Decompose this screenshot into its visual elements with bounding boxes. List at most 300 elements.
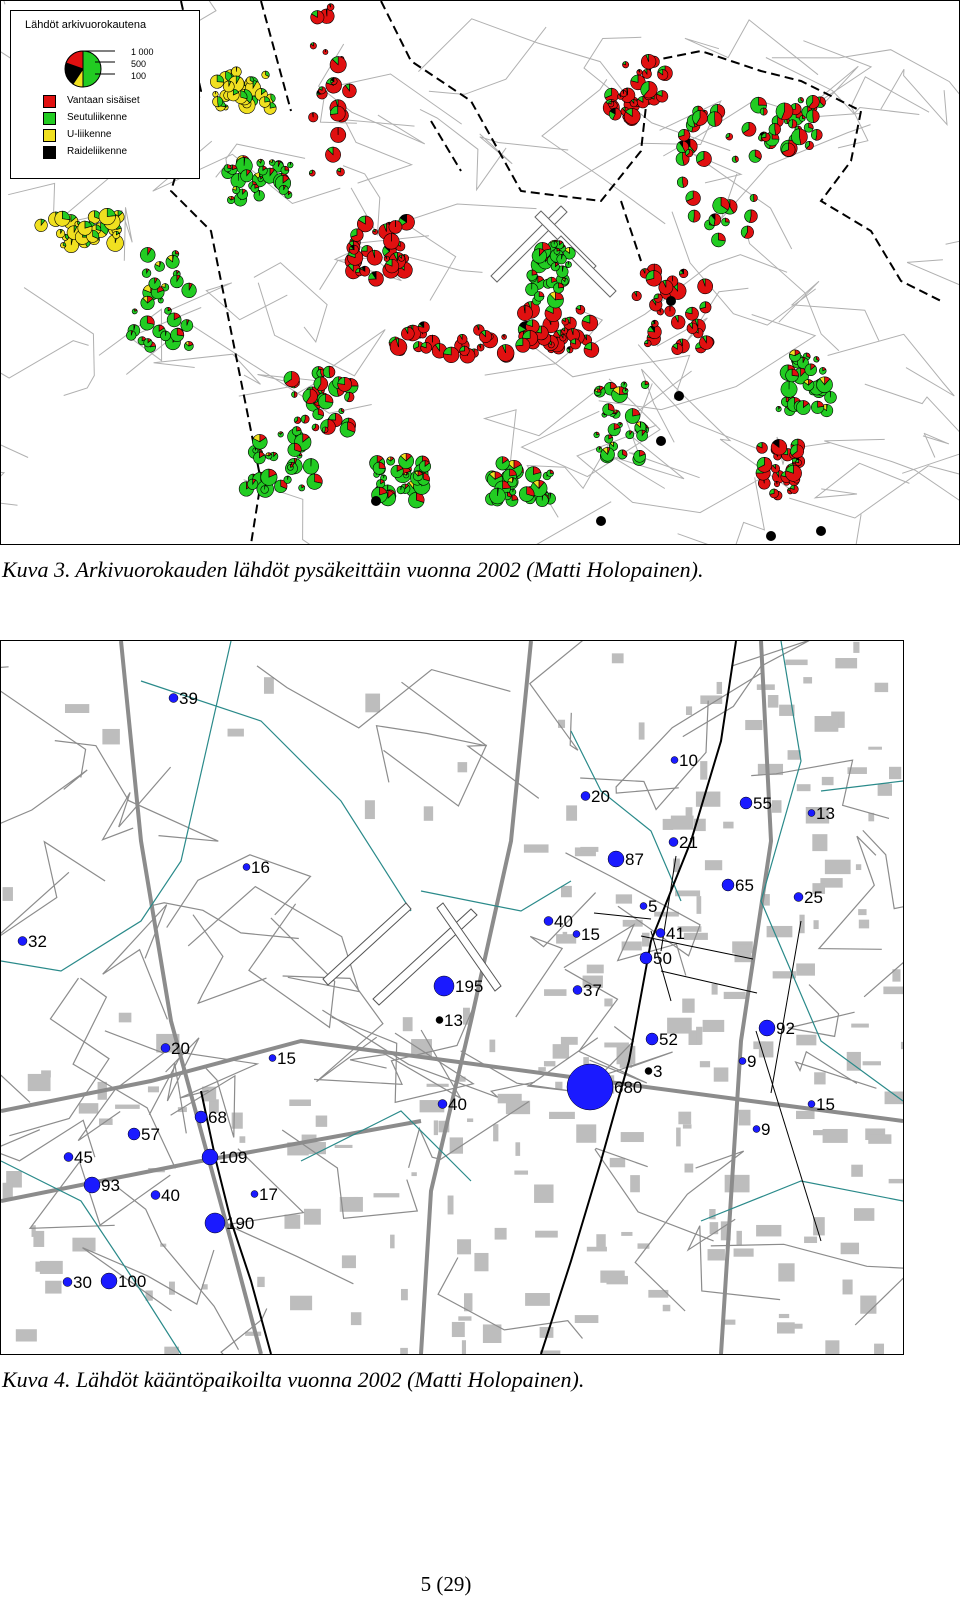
stop-marker <box>35 219 48 232</box>
urban-block <box>621 1232 632 1236</box>
stop-marker <box>155 261 165 271</box>
urban-block <box>700 761 707 780</box>
terminal-marker-20 <box>581 792 590 801</box>
urban-block <box>596 1234 605 1249</box>
urban-block <box>610 1158 625 1167</box>
road <box>746 230 839 351</box>
stop-marker <box>278 432 283 437</box>
terminal-marker-17 <box>251 1191 258 1198</box>
urban-block <box>587 965 604 974</box>
terminal-marker-16 <box>243 864 250 871</box>
road <box>838 77 929 148</box>
stop-marker <box>774 481 779 486</box>
stop-marker <box>656 91 668 103</box>
stop-marker <box>241 170 253 182</box>
stop-marker <box>665 306 676 317</box>
road <box>1 469 18 505</box>
urban-block <box>835 658 857 668</box>
urban-block <box>544 1061 555 1066</box>
road <box>599 315 816 410</box>
stop-marker <box>651 320 658 327</box>
stop-marker <box>252 434 267 449</box>
stop-marker <box>262 71 270 79</box>
road <box>458 502 612 544</box>
legend-size-100: 100 <box>131 71 147 81</box>
road <box>1 842 105 942</box>
urban-block <box>553 1044 569 1058</box>
stop-marker <box>351 229 364 242</box>
urban-block <box>525 1293 550 1306</box>
urban-block <box>671 816 694 830</box>
stop-marker <box>398 255 404 261</box>
stop-marker <box>760 108 767 115</box>
stop-marker <box>390 339 407 356</box>
stop-marker <box>696 151 711 166</box>
stop-marker <box>253 452 265 464</box>
urban-block <box>462 1340 466 1354</box>
stop-marker <box>605 435 613 443</box>
urban-block <box>304 1209 321 1225</box>
main-road <box>421 641 531 1354</box>
stop-marker <box>313 409 324 420</box>
road <box>1 324 89 378</box>
urban-block <box>365 694 380 713</box>
urban-block <box>815 716 839 732</box>
terminal-label-190: 190 <box>226 1214 255 1233</box>
stop-marker <box>223 81 234 92</box>
urban-block <box>777 1322 795 1333</box>
stop-marker <box>421 342 432 353</box>
stop-marker <box>749 150 761 162</box>
urban-block <box>860 1296 876 1314</box>
stop-marker <box>532 249 547 264</box>
stop-marker <box>709 214 721 226</box>
stop-marker <box>804 123 813 132</box>
stop-marker <box>340 422 355 437</box>
urban-block <box>889 767 901 779</box>
urban-block <box>604 999 612 1007</box>
urban-block <box>685 1164 694 1173</box>
stop-marker <box>693 110 708 125</box>
urban-block <box>705 860 722 870</box>
stop-marker <box>391 465 403 477</box>
road <box>429 27 546 94</box>
boundary-line <box>621 201 641 261</box>
terminal-marker-68 <box>195 1111 207 1123</box>
stop-marker <box>384 233 400 249</box>
terminal-marker-10 <box>671 757 678 764</box>
legend-title: Lähdöt arkivuorokautena <box>25 19 147 31</box>
stop-marker <box>165 307 172 314</box>
stop-marker <box>742 122 756 136</box>
stop-marker <box>318 394 333 409</box>
stop-marker <box>373 462 385 474</box>
stop-marker <box>303 389 318 404</box>
urban-block <box>814 1072 825 1084</box>
stop-marker <box>570 339 580 349</box>
rail-stop-marker <box>674 391 684 401</box>
stop-marker <box>257 159 265 167</box>
stop-marker <box>811 129 822 140</box>
terminal-label-41: 41 <box>666 924 685 943</box>
urban-block <box>797 784 811 791</box>
urban-block <box>604 1043 629 1048</box>
urban-block <box>575 1315 599 1323</box>
urban-block <box>535 1231 558 1238</box>
urban-block <box>403 1017 413 1031</box>
urban-block <box>458 762 468 772</box>
boundary-line <box>381 1 941 301</box>
stop-marker <box>516 338 530 352</box>
road <box>530 641 591 750</box>
stop-marker <box>322 427 328 433</box>
stop-marker <box>791 129 807 145</box>
stop-marker <box>625 409 640 424</box>
stop-marker <box>213 91 219 97</box>
urban-block <box>424 806 433 820</box>
urban-block <box>734 1248 754 1256</box>
urban-block <box>796 1035 816 1046</box>
legend-item-u: U-liikenne <box>67 129 112 140</box>
road <box>283 976 383 1082</box>
terminal-label-15: 15 <box>816 1095 835 1114</box>
urban-block <box>889 1179 903 1183</box>
urban-block <box>639 722 645 739</box>
urban-block <box>739 1110 751 1126</box>
stop-marker <box>644 340 651 347</box>
urban-block <box>3 1183 13 1199</box>
stop-marker <box>609 108 621 120</box>
stop-marker <box>323 366 335 378</box>
urban-block <box>803 677 812 683</box>
urban-block <box>616 894 632 903</box>
stop-marker <box>582 315 598 331</box>
stop-marker <box>318 87 325 94</box>
terminal-marker-109 <box>202 1149 218 1165</box>
stop-marker <box>637 69 643 75</box>
stop-marker <box>413 471 423 481</box>
urban-block <box>245 1332 261 1336</box>
urban-block <box>663 1305 671 1311</box>
stop-marker <box>181 320 193 332</box>
urban-block <box>452 1322 465 1337</box>
stop-marker <box>284 371 299 386</box>
urban-block <box>290 1296 312 1311</box>
road <box>828 334 955 396</box>
stop-marker <box>790 445 803 458</box>
legend-swatch-red <box>43 95 56 108</box>
urban-block <box>686 706 692 715</box>
urban-block <box>35 1262 47 1272</box>
stop-marker <box>418 322 429 333</box>
stop-marker <box>419 461 430 472</box>
stop-marker <box>261 486 269 494</box>
urban-block <box>566 805 577 820</box>
boundary-line <box>141 681 411 911</box>
road <box>257 666 510 728</box>
urban-block <box>858 909 866 915</box>
stop-marker <box>576 305 585 314</box>
stop-marker <box>622 388 628 394</box>
urban-block <box>65 704 89 713</box>
stop-marker <box>547 292 563 308</box>
stop-marker <box>171 328 184 341</box>
terminal-marker-41 <box>656 929 665 938</box>
stop-marker <box>301 415 309 423</box>
map-legend <box>10 10 200 179</box>
stop-marker <box>314 377 328 391</box>
terminal-label-40: 40 <box>554 912 573 931</box>
road <box>907 231 959 285</box>
urban-block <box>390 1235 395 1249</box>
stop-marker <box>677 177 688 188</box>
road <box>485 393 594 463</box>
urban-block <box>714 1067 729 1081</box>
terminal-label-16: 16 <box>251 858 270 877</box>
urban-block <box>457 1239 471 1254</box>
stop-marker <box>56 229 64 237</box>
urban-block <box>411 1172 416 1176</box>
urban-block <box>458 1316 471 1320</box>
stop-marker <box>367 250 382 265</box>
stop-marker <box>671 315 685 329</box>
urban-block <box>316 1116 327 1127</box>
urban-block <box>284 1215 300 1229</box>
stop-marker <box>303 459 319 475</box>
stop-marker <box>732 156 738 162</box>
stop-marker <box>496 457 509 470</box>
stop-marker <box>798 97 804 103</box>
stop-marker <box>502 334 507 339</box>
stop-marker <box>339 408 344 413</box>
figure-3-caption: Kuva 3. Arkivuorokauden lähdöt pysäkeittäin vuonna 2002 (Matti Holopainen). <box>2 557 704 582</box>
road <box>24 288 94 396</box>
stop-marker <box>294 417 301 424</box>
urban-block <box>335 1145 353 1148</box>
road <box>167 855 311 928</box>
urban-block <box>796 1111 815 1119</box>
stop-marker <box>654 294 663 303</box>
stop-marker <box>132 309 137 314</box>
urban-block <box>883 987 903 995</box>
terminal-label-50: 50 <box>653 949 672 968</box>
stop-marker <box>799 116 805 122</box>
urban-block <box>725 1175 750 1193</box>
urban-block <box>630 1175 640 1192</box>
urban-block <box>289 1100 311 1106</box>
urban-block <box>365 800 375 819</box>
stop-marker <box>401 327 414 340</box>
terminal-label-20: 20 <box>171 1039 190 1058</box>
stop-marker <box>140 247 155 262</box>
stop-marker <box>113 231 120 238</box>
stop-marker <box>55 211 70 226</box>
terminal-label-195: 195 <box>455 977 484 996</box>
road <box>779 281 879 340</box>
stop-marker <box>608 101 614 107</box>
road <box>796 1052 877 1089</box>
urban-block <box>712 984 718 995</box>
stop-marker <box>281 166 289 174</box>
road <box>824 439 959 515</box>
stop-marker <box>323 49 328 54</box>
stop-marker <box>560 335 566 341</box>
stop-marker <box>762 133 771 142</box>
stop-marker <box>534 292 544 302</box>
stop-marker <box>646 271 662 287</box>
stop-marker <box>819 367 826 374</box>
terminal-label-25: 25 <box>804 888 823 907</box>
rail-stop-marker <box>596 516 606 526</box>
road <box>864 935 903 1060</box>
stop-marker <box>678 129 690 141</box>
urban-block <box>734 945 751 951</box>
stop-marker <box>517 306 532 321</box>
urban-block <box>148 1086 159 1092</box>
stop-marker <box>803 380 814 391</box>
stop-marker <box>805 364 817 376</box>
rail-stop-marker <box>666 296 676 306</box>
legend-size-symbol <box>55 41 115 91</box>
stop-marker <box>479 330 491 342</box>
urban-block <box>493 1124 498 1141</box>
stop-marker <box>149 278 161 290</box>
urban-block <box>788 750 801 760</box>
stop-marker <box>781 381 797 397</box>
road <box>249 904 335 1028</box>
urban-block <box>885 1092 903 1105</box>
stop-marker <box>790 485 798 493</box>
urban-block <box>853 642 859 653</box>
urban-block <box>772 800 782 813</box>
stop-marker <box>126 331 136 341</box>
terminal-marker-65 <box>722 879 734 891</box>
urban-block <box>264 677 274 694</box>
stop-marker <box>261 469 277 485</box>
boundary-line <box>571 731 681 901</box>
terminal-label-40: 40 <box>448 1095 467 1114</box>
legend-swatch-yellow <box>43 129 56 142</box>
stop-marker <box>726 133 733 140</box>
terminal-marker-15 <box>573 931 580 938</box>
terminal-label-109: 109 <box>219 1148 248 1167</box>
terminal-label-55: 55 <box>753 794 772 813</box>
terminal-marker-40 <box>544 917 553 926</box>
stop-marker <box>141 296 155 310</box>
stop-marker <box>338 377 352 391</box>
terminal-departures-map <box>0 640 904 1355</box>
stop-marker <box>403 473 408 478</box>
stop-marker <box>170 275 183 288</box>
stop-marker <box>369 271 384 286</box>
stop-marker <box>312 424 319 431</box>
stop-marker <box>620 90 626 96</box>
stop-marker <box>527 270 538 281</box>
stop-marker <box>699 336 713 350</box>
stop-marker <box>309 113 318 122</box>
stop-marker <box>632 291 641 300</box>
urban-block <box>544 989 566 996</box>
urban-block <box>778 1263 794 1281</box>
stop-marker <box>299 485 305 491</box>
stop-marker <box>601 447 615 461</box>
stop-marker <box>685 149 693 157</box>
stop-marker <box>562 318 569 325</box>
legend-size-1000: 1 000 <box>131 47 154 57</box>
stop-marker <box>771 439 787 455</box>
urban-block <box>340 1197 363 1212</box>
stop-marker <box>750 194 757 201</box>
stop-marker <box>548 342 554 348</box>
urban-block <box>759 1041 774 1057</box>
stop-marker <box>553 283 563 293</box>
terminal-marker-45 <box>64 1153 73 1162</box>
stop-marker <box>551 241 558 248</box>
rail-stop-marker <box>371 496 381 506</box>
figure-4-caption: Kuva 4. Lähdöt kääntöpaikoilta vuonna 2002 (Matti Holopainen). <box>2 1367 585 1392</box>
stop-marker <box>166 255 179 268</box>
road <box>845 514 932 544</box>
stop-marker <box>288 443 301 456</box>
stop-marker <box>594 432 600 438</box>
stop-marker <box>258 166 267 175</box>
urban-block <box>851 1165 863 1177</box>
urban-block <box>796 963 815 975</box>
stop-marker <box>167 313 181 327</box>
terminal-label-21: 21 <box>679 833 698 852</box>
terminal-label-15: 15 <box>581 925 600 944</box>
stop-marker <box>372 229 377 234</box>
road <box>865 384 959 473</box>
terminal-marker-52 <box>646 1033 658 1045</box>
stop-marker <box>630 100 637 107</box>
terminal-label-87: 87 <box>625 850 644 869</box>
stop-marker <box>161 331 171 341</box>
terminal-label-37: 37 <box>583 981 602 1000</box>
legend-item-vantaa: Vantaan sisäiset <box>67 95 140 106</box>
road <box>881 69 947 124</box>
urban-block <box>724 992 746 999</box>
urban-block <box>448 1196 454 1215</box>
terminal-label-15: 15 <box>277 1049 296 1068</box>
terminal-label-68: 68 <box>208 1108 227 1127</box>
stop-marker <box>279 185 288 194</box>
urban-block <box>540 1350 560 1354</box>
stop-marker <box>554 248 560 254</box>
urban-block <box>467 1118 473 1122</box>
stop-marker <box>246 77 253 84</box>
road <box>819 836 882 949</box>
stop-marker <box>757 442 768 453</box>
terminal-label-30: 30 <box>73 1273 92 1292</box>
stop-marker <box>776 406 781 411</box>
stop-marker <box>325 147 340 162</box>
urban-block <box>703 1020 725 1032</box>
stop-marker <box>565 262 571 268</box>
boundary-line <box>431 121 461 171</box>
stop-marker <box>713 197 730 214</box>
road <box>103 905 168 1020</box>
stop-marker <box>224 165 231 172</box>
terminal-marker-15 <box>808 1101 815 1108</box>
stop-marker <box>624 108 640 124</box>
urban-block <box>555 1082 562 1089</box>
road <box>152 903 298 939</box>
runway <box>323 903 411 985</box>
stop-marker <box>259 97 270 108</box>
urban-block <box>489 1040 495 1053</box>
urban-block <box>119 1013 132 1023</box>
